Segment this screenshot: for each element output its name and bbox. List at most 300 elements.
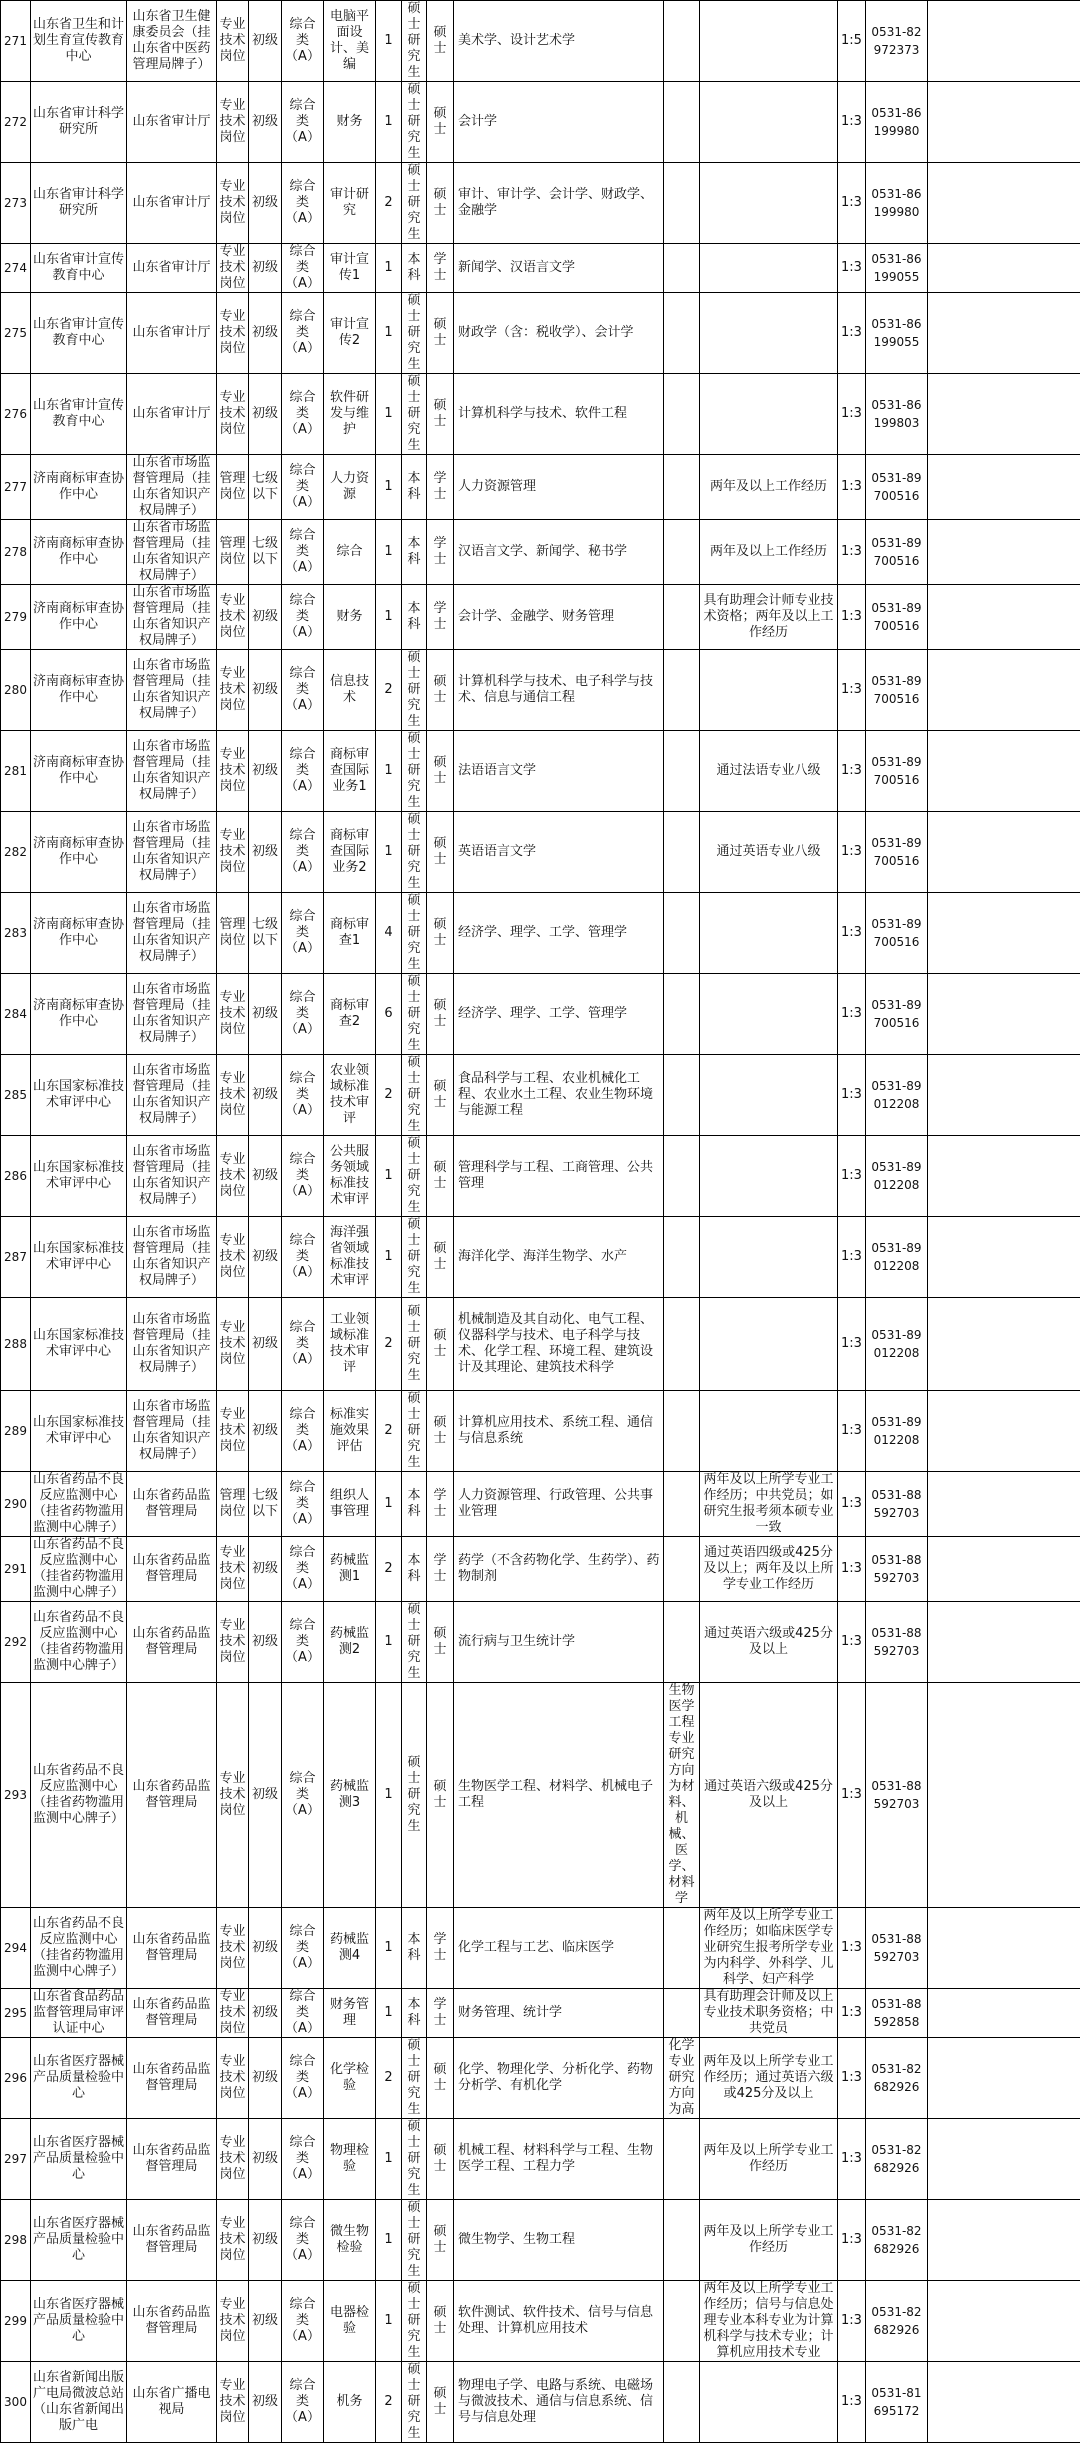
position-type: 专业技术岗位 bbox=[217, 2281, 249, 2362]
table-row bbox=[1, 731, 1080, 812]
exam-category: 综合类（A） bbox=[282, 650, 324, 731]
major-notes bbox=[664, 812, 700, 893]
degree: 硕士 bbox=[427, 1055, 454, 1136]
position-type: 专业技术岗位 bbox=[217, 374, 249, 455]
contact-phone: 0531-89700516 bbox=[866, 812, 928, 893]
position-type: 专业技术岗位 bbox=[217, 585, 249, 650]
supervising-department: 山东省市场监督管理局（挂山东省知识产权局牌子） bbox=[127, 1217, 217, 1298]
supervising-department: 山东省审计厅 bbox=[127, 163, 217, 244]
employer-name: 山东省药品不良反应监测中心（挂省药物滥用监测中心牌子） bbox=[31, 1683, 127, 1908]
position-name: 机务 bbox=[324, 2362, 376, 2443]
table-row bbox=[1, 2119, 1080, 2200]
education-level: 硕士研究生 bbox=[402, 1298, 427, 1391]
major-requirements: 法语语言文学 bbox=[454, 731, 664, 812]
row-number: 300 bbox=[1, 2362, 31, 2443]
supervising-department: 山东省市场监督管理局（挂山东省知识产权局牌子） bbox=[127, 520, 217, 585]
major-requirements: 财务管理、统计学 bbox=[454, 1989, 664, 2038]
position-name: 农业领域标准技术审评 bbox=[324, 1055, 376, 1136]
education-level: 本科 bbox=[402, 1537, 427, 1602]
position-level: 初级 bbox=[249, 731, 282, 812]
exam-category: 综合类（A） bbox=[282, 1136, 324, 1217]
position-type: 专业技术岗位 bbox=[217, 82, 249, 163]
supervising-department: 山东省市场监督管理局（挂山东省知识产权局牌子） bbox=[127, 1055, 217, 1136]
other-requirements: 通过英语四级或425分及以上；两年及以上所学专业工作经历 bbox=[700, 1537, 838, 1602]
supervising-department: 山东省卫生健康委员会（挂山东省中医药管理局牌子） bbox=[127, 1, 217, 82]
supervising-department: 山东省广播电视局 bbox=[127, 2362, 217, 2443]
position-name: 综合 bbox=[324, 520, 376, 585]
table-row bbox=[1, 974, 1080, 1055]
other-requirements bbox=[700, 82, 838, 163]
employer-name: 山东国家标准技术审评中心 bbox=[31, 1136, 127, 1217]
position-name: 财务 bbox=[324, 585, 376, 650]
position-name: 财务 bbox=[324, 82, 376, 163]
remarks bbox=[928, 520, 1080, 585]
exam-category: 综合类（A） bbox=[282, 1602, 324, 1683]
employer-name: 山东国家标准技术审评中心 bbox=[31, 1298, 127, 1391]
recruit-count: 2 bbox=[376, 650, 402, 731]
other-requirements bbox=[700, 1136, 838, 1217]
position-name: 商标审查2 bbox=[324, 974, 376, 1055]
major-notes bbox=[664, 893, 700, 974]
position-type: 专业技术岗位 bbox=[217, 2200, 249, 2281]
other-requirements bbox=[700, 1055, 838, 1136]
degree: 学士 bbox=[427, 244, 454, 293]
other-requirements bbox=[700, 1391, 838, 1472]
degree: 硕士 bbox=[427, 163, 454, 244]
table-row bbox=[1, 650, 1080, 731]
education-level: 硕士研究生 bbox=[402, 1391, 427, 1472]
position-name: 海洋强省领域标准技术审评 bbox=[324, 1217, 376, 1298]
contact-phone: 0531-89700516 bbox=[866, 650, 928, 731]
degree: 硕士 bbox=[427, 893, 454, 974]
exam-category: 综合类（A） bbox=[282, 1055, 324, 1136]
employer-name: 山东省医疗器械产品质量检验中心 bbox=[31, 2281, 127, 2362]
table-row bbox=[1, 163, 1080, 244]
major-notes bbox=[664, 1, 700, 82]
position-type: 专业技术岗位 bbox=[217, 1391, 249, 1472]
remarks bbox=[928, 2038, 1080, 2119]
other-requirements bbox=[700, 893, 838, 974]
major-notes bbox=[664, 1989, 700, 2038]
major-requirements: 会计学 bbox=[454, 82, 664, 163]
contact-phone: 0531-89700516 bbox=[866, 520, 928, 585]
position-level: 初级 bbox=[249, 374, 282, 455]
interview-ratio: 1:3 bbox=[838, 244, 866, 293]
major-requirements: 管理科学与工程、工商管理、公共管理 bbox=[454, 1136, 664, 1217]
recruit-count: 1 bbox=[376, 1, 402, 82]
degree: 学士 bbox=[427, 585, 454, 650]
major-notes bbox=[664, 374, 700, 455]
table-row bbox=[1, 2362, 1080, 2443]
recruit-count: 2 bbox=[376, 2362, 402, 2443]
table-row bbox=[1, 2281, 1080, 2362]
education-level: 硕士研究生 bbox=[402, 2200, 427, 2281]
contact-phone: 0531-86199055 bbox=[866, 293, 928, 374]
position-type: 专业技术岗位 bbox=[217, 974, 249, 1055]
major-requirements: 物理电子学、电路与系统、电磁场与微波技术、通信与信息系统、信号与信息处理 bbox=[454, 2362, 664, 2443]
employer-name: 济南商标审查协作中心 bbox=[31, 812, 127, 893]
degree: 学士 bbox=[427, 455, 454, 520]
major-requirements: 计算机应用技术、系统工程、通信与信息系统 bbox=[454, 1391, 664, 1472]
row-number: 299 bbox=[1, 2281, 31, 2362]
position-type: 专业技术岗位 bbox=[217, 1908, 249, 1989]
supervising-department: 山东省药品监督管理局 bbox=[127, 1908, 217, 1989]
recruit-count: 1 bbox=[376, 374, 402, 455]
recruit-count: 1 bbox=[376, 1472, 402, 1537]
employer-name: 济南商标审查协作中心 bbox=[31, 650, 127, 731]
table-row bbox=[1, 244, 1080, 293]
education-level: 硕士研究生 bbox=[402, 1136, 427, 1217]
education-level: 本科 bbox=[402, 585, 427, 650]
position-level: 初级 bbox=[249, 974, 282, 1055]
supervising-department: 山东省药品监督管理局 bbox=[127, 1537, 217, 1602]
exam-category: 综合类（A） bbox=[282, 585, 324, 650]
recruit-count: 1 bbox=[376, 455, 402, 520]
position-level: 初级 bbox=[249, 163, 282, 244]
degree: 硕士 bbox=[427, 1602, 454, 1683]
exam-category: 综合类（A） bbox=[282, 1298, 324, 1391]
remarks bbox=[928, 1683, 1080, 1908]
major-notes bbox=[664, 1602, 700, 1683]
education-level: 硕士研究生 bbox=[402, 82, 427, 163]
interview-ratio: 1:3 bbox=[838, 2200, 866, 2281]
recruit-count: 2 bbox=[376, 1298, 402, 1391]
table-row bbox=[1, 1537, 1080, 1602]
row-number: 296 bbox=[1, 2038, 31, 2119]
remarks bbox=[928, 1298, 1080, 1391]
supervising-department: 山东省药品监督管理局 bbox=[127, 2200, 217, 2281]
position-type: 专业技术岗位 bbox=[217, 812, 249, 893]
position-type: 专业技术岗位 bbox=[217, 1136, 249, 1217]
major-requirements: 软件测试、软件技术、信号与信息处理、计算机应用技术 bbox=[454, 2281, 664, 2362]
table-row bbox=[1, 455, 1080, 520]
major-requirements: 机械工程、材料科学与工程、生物医学工程、工程力学 bbox=[454, 2119, 664, 2200]
contact-phone: 0531-89700516 bbox=[866, 893, 928, 974]
interview-ratio: 1:3 bbox=[838, 1298, 866, 1391]
remarks bbox=[928, 374, 1080, 455]
contact-phone: 0531-86199803 bbox=[866, 374, 928, 455]
education-level: 硕士研究生 bbox=[402, 1217, 427, 1298]
supervising-department: 山东省药品监督管理局 bbox=[127, 1472, 217, 1537]
major-notes bbox=[664, 293, 700, 374]
position-level: 初级 bbox=[249, 1055, 282, 1136]
row-number: 272 bbox=[1, 82, 31, 163]
major-requirements: 人力资源管理、行政管理、公共事业管理 bbox=[454, 1472, 664, 1537]
row-number: 294 bbox=[1, 1908, 31, 1989]
contact-phone: 0531-89700516 bbox=[866, 585, 928, 650]
interview-ratio: 1:3 bbox=[838, 455, 866, 520]
supervising-department: 山东省市场监督管理局（挂山东省知识产权局牌子） bbox=[127, 974, 217, 1055]
degree: 硕士 bbox=[427, 1683, 454, 1908]
education-level: 硕士研究生 bbox=[402, 974, 427, 1055]
exam-category: 综合类（A） bbox=[282, 1908, 324, 1989]
recruit-count: 1 bbox=[376, 2119, 402, 2200]
exam-category: 综合类（A） bbox=[282, 2281, 324, 2362]
interview-ratio: 1:5 bbox=[838, 1, 866, 82]
education-level: 本科 bbox=[402, 1989, 427, 2038]
position-level: 初级 bbox=[249, 1, 282, 82]
interview-ratio: 1:3 bbox=[838, 293, 866, 374]
other-requirements bbox=[700, 974, 838, 1055]
supervising-department: 山东省药品监督管理局 bbox=[127, 1602, 217, 1683]
table-row bbox=[1, 893, 1080, 974]
row-number: 283 bbox=[1, 893, 31, 974]
exam-category: 综合类（A） bbox=[282, 82, 324, 163]
supervising-department: 山东省审计厅 bbox=[127, 82, 217, 163]
position-type: 专业技术岗位 bbox=[217, 2119, 249, 2200]
other-requirements bbox=[700, 1298, 838, 1391]
interview-ratio: 1:3 bbox=[838, 1989, 866, 2038]
education-level: 硕士研究生 bbox=[402, 893, 427, 974]
major-requirements: 生物医学工程、材料学、机械电子工程 bbox=[454, 1683, 664, 1908]
major-notes bbox=[664, 244, 700, 293]
table-row bbox=[1, 520, 1080, 585]
position-name: 商标审查1 bbox=[324, 893, 376, 974]
degree: 硕士 bbox=[427, 1298, 454, 1391]
position-name: 公共服务领域标准技术审评 bbox=[324, 1136, 376, 1217]
exam-category: 综合类（A） bbox=[282, 2038, 324, 2119]
table-row bbox=[1, 1472, 1080, 1537]
major-requirements: 化学、物理化学、分析化学、药物分析学、有机化学 bbox=[454, 2038, 664, 2119]
exam-category: 综合类（A） bbox=[282, 731, 324, 812]
row-number: 274 bbox=[1, 244, 31, 293]
employer-name: 山东省医疗器械产品质量检验中心 bbox=[31, 2200, 127, 2281]
supervising-department: 山东省药品监督管理局 bbox=[127, 2038, 217, 2119]
recruit-count: 4 bbox=[376, 893, 402, 974]
exam-category: 综合类（A） bbox=[282, 293, 324, 374]
row-number: 293 bbox=[1, 1683, 31, 1908]
supervising-department: 山东省药品监督管理局 bbox=[127, 1683, 217, 1908]
degree: 硕士 bbox=[427, 293, 454, 374]
major-requirements: 人力资源管理 bbox=[454, 455, 664, 520]
employer-name: 山东国家标准技术审评中心 bbox=[31, 1217, 127, 1298]
contact-phone: 0531-82682926 bbox=[866, 2281, 928, 2362]
exam-category: 综合类（A） bbox=[282, 163, 324, 244]
position-level: 初级 bbox=[249, 1602, 282, 1683]
exam-category: 综合类（A） bbox=[282, 374, 324, 455]
education-level: 硕士研究生 bbox=[402, 1602, 427, 1683]
remarks bbox=[928, 1136, 1080, 1217]
exam-category: 综合类（A） bbox=[282, 244, 324, 293]
recruit-count: 1 bbox=[376, 2281, 402, 2362]
contact-phone: 0531-86199055 bbox=[866, 244, 928, 293]
major-requirements: 海洋化学、海洋生物学、水产 bbox=[454, 1217, 664, 1298]
table-row bbox=[1, 812, 1080, 893]
position-name: 药械监测2 bbox=[324, 1602, 376, 1683]
major-requirements: 审计、审计学、会计学、财政学、金融学 bbox=[454, 163, 664, 244]
degree: 学士 bbox=[427, 1989, 454, 2038]
row-number: 295 bbox=[1, 1989, 31, 2038]
position-level: 七级以下 bbox=[249, 455, 282, 520]
position-type: 专业技术岗位 bbox=[217, 1055, 249, 1136]
employer-name: 济南商标审查协作中心 bbox=[31, 455, 127, 520]
contact-phone: 0531-82682926 bbox=[866, 2200, 928, 2281]
education-level: 本科 bbox=[402, 455, 427, 520]
position-level: 初级 bbox=[249, 650, 282, 731]
major-requirements: 计算机科学与技术、软件工程 bbox=[454, 374, 664, 455]
exam-category: 综合类（A） bbox=[282, 974, 324, 1055]
major-requirements: 新闻学、汉语言文学 bbox=[454, 244, 664, 293]
major-requirements: 汉语言文学、新闻学、秘书学 bbox=[454, 520, 664, 585]
education-level: 硕士研究生 bbox=[402, 293, 427, 374]
position-name: 财务管理 bbox=[324, 1989, 376, 2038]
degree: 硕士 bbox=[427, 2362, 454, 2443]
employer-name: 山东省药品不良反应监测中心（挂省药物滥用监测中心牌子） bbox=[31, 1602, 127, 1683]
table-row bbox=[1, 1908, 1080, 1989]
supervising-department: 山东省审计厅 bbox=[127, 374, 217, 455]
exam-category: 综合类（A） bbox=[282, 520, 324, 585]
contact-phone: 0531-88592858 bbox=[866, 1989, 928, 2038]
interview-ratio: 1:3 bbox=[838, 1055, 866, 1136]
major-notes bbox=[664, 650, 700, 731]
education-level: 硕士研究生 bbox=[402, 2038, 427, 2119]
position-name: 商标审查国际业务2 bbox=[324, 812, 376, 893]
contact-phone: 0531-89700516 bbox=[866, 455, 928, 520]
table-row bbox=[1, 1136, 1080, 1217]
row-number: 276 bbox=[1, 374, 31, 455]
contact-phone: 0531-82682926 bbox=[866, 2119, 928, 2200]
employer-name: 山东国家标准技术审评中心 bbox=[31, 1391, 127, 1472]
employer-name: 山东省医疗器械产品质量检验中心 bbox=[31, 2038, 127, 2119]
employer-name: 山东省新闻出版广电局微波总站（山东省新闻出版广电 bbox=[31, 2362, 127, 2443]
employer-name: 山东省药品不良反应监测中心（挂省药物滥用监测中心牌子） bbox=[31, 1537, 127, 1602]
position-name: 软件研发与维护 bbox=[324, 374, 376, 455]
position-name: 标准实施效果评估 bbox=[324, 1391, 376, 1472]
recruit-count: 1 bbox=[376, 1989, 402, 2038]
contact-phone: 0531-82682926 bbox=[866, 2038, 928, 2119]
other-requirements bbox=[700, 1, 838, 82]
recruit-count: 1 bbox=[376, 812, 402, 893]
row-number: 286 bbox=[1, 1136, 31, 1217]
position-name: 审计宣传2 bbox=[324, 293, 376, 374]
degree: 硕士 bbox=[427, 2119, 454, 2200]
position-level: 初级 bbox=[249, 585, 282, 650]
position-type: 管理岗位 bbox=[217, 455, 249, 520]
position-level: 初级 bbox=[249, 2200, 282, 2281]
exam-category: 综合类（A） bbox=[282, 1683, 324, 1908]
major-notes bbox=[664, 2281, 700, 2362]
other-requirements: 两年及以上工作经历 bbox=[700, 520, 838, 585]
major-notes bbox=[664, 1217, 700, 1298]
row-number: 278 bbox=[1, 520, 31, 585]
interview-ratio: 1:3 bbox=[838, 1602, 866, 1683]
education-level: 本科 bbox=[402, 1908, 427, 1989]
major-requirements: 机械制造及其自动化、电气工程、仪器科学与技术、电子科学与技术、化学工程、环境工程、建筑设计及其理论、建筑技术科学 bbox=[454, 1298, 664, 1391]
row-number: 282 bbox=[1, 812, 31, 893]
position-type: 专业技术岗位 bbox=[217, 1217, 249, 1298]
position-type: 专业技术岗位 bbox=[217, 2362, 249, 2443]
degree: 硕士 bbox=[427, 2038, 454, 2119]
other-requirements: 通过英语专业八级 bbox=[700, 812, 838, 893]
interview-ratio: 1:3 bbox=[838, 1683, 866, 1908]
recruit-count: 2 bbox=[376, 163, 402, 244]
exam-category: 综合类（A） bbox=[282, 1989, 324, 2038]
table-row bbox=[1, 1055, 1080, 1136]
employer-name: 山东省审计科学研究所 bbox=[31, 82, 127, 163]
exam-category: 综合类（A） bbox=[282, 893, 324, 974]
supervising-department: 山东省市场监督管理局（挂山东省知识产权局牌子） bbox=[127, 1136, 217, 1217]
degree: 硕士 bbox=[427, 731, 454, 812]
remarks bbox=[928, 650, 1080, 731]
other-requirements bbox=[700, 293, 838, 374]
remarks bbox=[928, 1217, 1080, 1298]
recruit-count: 1 bbox=[376, 1217, 402, 1298]
interview-ratio: 1:3 bbox=[838, 520, 866, 585]
interview-ratio: 1:3 bbox=[838, 731, 866, 812]
degree: 硕士 bbox=[427, 1217, 454, 1298]
other-requirements: 两年及以上所学专业工作经历 bbox=[700, 2119, 838, 2200]
position-type: 专业技术岗位 bbox=[217, 650, 249, 731]
major-notes bbox=[664, 2200, 700, 2281]
employer-name: 济南商标审查协作中心 bbox=[31, 731, 127, 812]
education-level: 本科 bbox=[402, 520, 427, 585]
position-level: 初级 bbox=[249, 1537, 282, 1602]
table-row bbox=[1, 1, 1080, 82]
position-type: 专业技术岗位 bbox=[217, 1683, 249, 1908]
remarks bbox=[928, 731, 1080, 812]
position-type: 专业技术岗位 bbox=[217, 1537, 249, 1602]
position-name: 物理检验 bbox=[324, 2119, 376, 2200]
education-level: 硕士研究生 bbox=[402, 650, 427, 731]
other-requirements: 具有助理会计师及以上专业技术职务资格；中共党员 bbox=[700, 1989, 838, 2038]
row-number: 279 bbox=[1, 585, 31, 650]
education-level: 硕士研究生 bbox=[402, 2362, 427, 2443]
table-row bbox=[1, 293, 1080, 374]
remarks bbox=[928, 2362, 1080, 2443]
contact-phone: 0531-89012208 bbox=[866, 1298, 928, 1391]
interview-ratio: 1:3 bbox=[838, 374, 866, 455]
remarks bbox=[928, 1989, 1080, 2038]
recruit-count: 2 bbox=[376, 1537, 402, 1602]
contact-phone: 0531-86199980 bbox=[866, 82, 928, 163]
recruit-count: 1 bbox=[376, 2200, 402, 2281]
table-row bbox=[1, 585, 1080, 650]
position-type: 管理岗位 bbox=[217, 1472, 249, 1537]
remarks bbox=[928, 2200, 1080, 2281]
contact-phone: 0531-89012208 bbox=[866, 1136, 928, 1217]
row-number: 297 bbox=[1, 2119, 31, 2200]
supervising-department: 山东省市场监督管理局（挂山东省知识产权局牌子） bbox=[127, 812, 217, 893]
table-row bbox=[1, 1683, 1080, 1908]
contact-phone: 0531-86199980 bbox=[866, 163, 928, 244]
interview-ratio: 1:3 bbox=[838, 585, 866, 650]
education-level: 硕士研究生 bbox=[402, 2119, 427, 2200]
contact-phone: 0531-89700516 bbox=[866, 731, 928, 812]
exam-category: 综合类（A） bbox=[282, 455, 324, 520]
major-notes bbox=[664, 585, 700, 650]
remarks bbox=[928, 455, 1080, 520]
interview-ratio: 1:3 bbox=[838, 1537, 866, 1602]
table-row bbox=[1, 1298, 1080, 1391]
contact-phone: 0531-89700516 bbox=[866, 974, 928, 1055]
row-number: 292 bbox=[1, 1602, 31, 1683]
contact-phone: 0531-82972373 bbox=[866, 1, 928, 82]
employer-name: 山东省食品药品监督管理局审评认证中心 bbox=[31, 1989, 127, 2038]
major-notes: 化学专业研究方向为高 bbox=[664, 2038, 700, 2119]
education-level: 本科 bbox=[402, 1472, 427, 1537]
row-number: 277 bbox=[1, 455, 31, 520]
employer-name: 山东省审计宣传教育中心 bbox=[31, 374, 127, 455]
position-name: 信息技术 bbox=[324, 650, 376, 731]
supervising-department: 山东省市场监督管理局（挂山东省知识产权局牌子） bbox=[127, 455, 217, 520]
other-requirements: 通过英语六级或425分及以上 bbox=[700, 1602, 838, 1683]
major-requirements: 经济学、理学、工学、管理学 bbox=[454, 974, 664, 1055]
employer-name: 山东省药品不良反应监测中心（挂省药物滥用监测中心牌子） bbox=[31, 1472, 127, 1537]
major-requirements: 化学工程与工艺、临床医学 bbox=[454, 1908, 664, 1989]
other-requirements: 通过法语专业八级 bbox=[700, 731, 838, 812]
education-level: 本科 bbox=[402, 244, 427, 293]
major-notes bbox=[664, 974, 700, 1055]
